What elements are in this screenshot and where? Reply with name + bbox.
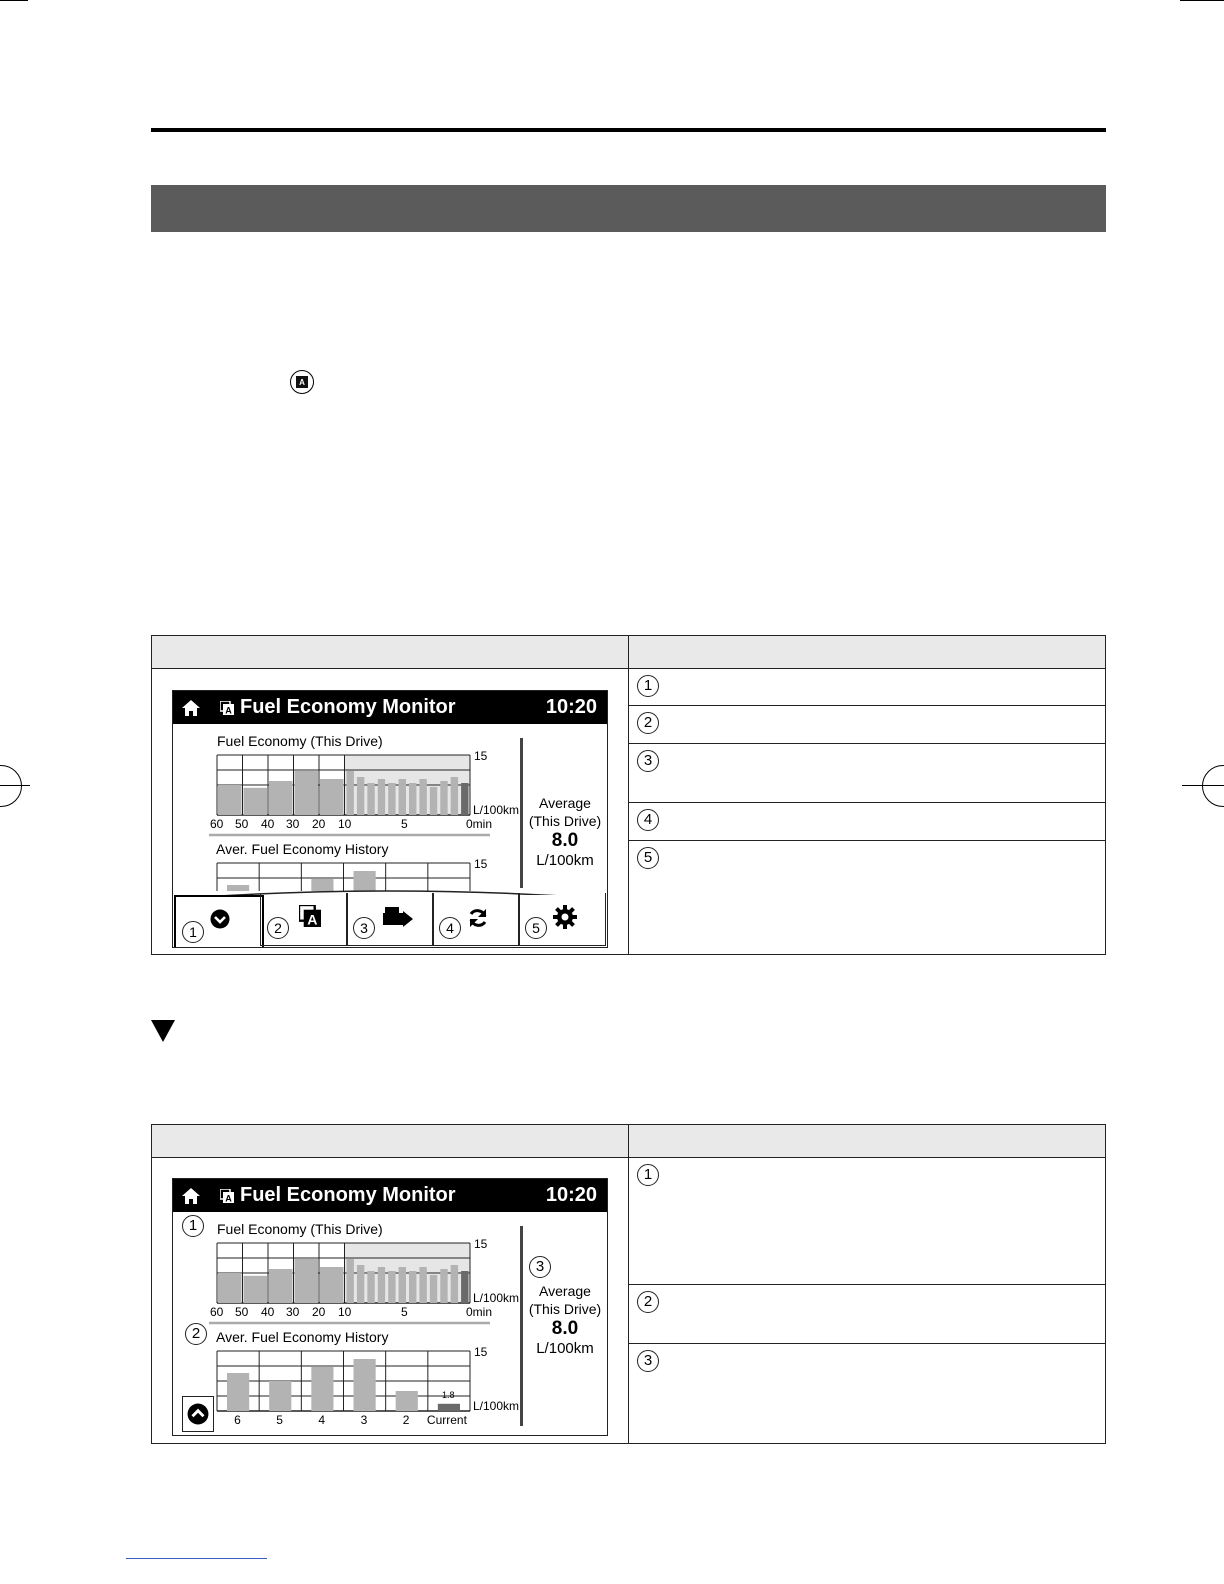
bar [244,788,268,815]
table-row: 3 [629,743,1106,803]
crop-mark [0,0,28,1]
bar [409,1271,416,1303]
current-value-label: 1.8 [442,1390,455,1400]
section-heading-bar [151,185,1106,232]
bar [451,1265,458,1303]
chevron-down-circle-icon [210,909,230,929]
x-tick-label: 30 [286,1305,300,1319]
x-tick-label: 60 [210,1305,224,1319]
bar [311,1367,333,1411]
registration-mark [0,765,22,807]
chart1-ymax: 15 [474,749,488,763]
bar [227,1373,249,1411]
toolbar-button-collapse[interactable]: 1 [174,895,264,948]
app-switch-icon [299,905,321,927]
chart1-title: Fuel Economy (This Drive) [217,1221,383,1237]
bar [388,783,395,815]
chart2-ymax: 15 [474,857,488,871]
chart2-title: Aver. Fuel Economy History [216,841,389,857]
svg-text:A: A [225,705,232,715]
clock: 10:20 [545,696,597,718]
table-header-cell [629,636,1106,669]
average-unit: L/100km [536,1340,594,1357]
bar [399,779,406,815]
average-unit: L/100km [536,852,594,869]
x-tick-label: 10 [338,817,352,831]
transfer-icon [383,907,415,929]
bar [440,781,447,815]
screen-title: Fuel Economy Monitor [240,1184,456,1206]
x-tick-label: 40 [261,1305,275,1319]
bar [388,1271,395,1303]
average-sub: (This Drive) [528,1301,602,1317]
gear-icon [553,905,577,929]
bar [218,785,242,815]
x-tick-label: 20 [312,1305,326,1319]
bar [399,1267,406,1303]
x-tick-label: 5 [276,1413,283,1427]
inline-app-switch-icon: A [290,370,314,394]
header-rule [151,128,1106,132]
bar [357,777,364,815]
table-row: 2 [629,706,1106,743]
bar [320,779,344,815]
clock: 10:20 [545,1184,597,1206]
bar [367,1271,374,1303]
callout-3: 3 [529,1256,551,1278]
average-block [523,794,607,869]
table-row: 2 [629,1285,1106,1344]
bar [269,781,293,815]
crop-mark [1182,785,1224,786]
bar [244,1276,268,1303]
display-screen-expanded [172,1178,608,1436]
chart1-ymax: 15 [474,1237,488,1251]
bar [438,1404,460,1411]
chart1 [173,691,523,891]
bar [218,1273,242,1303]
bar [320,1267,344,1303]
toolbar-button-settings[interactable]: 5 [518,893,606,946]
x-tick-label: 5 [401,1305,408,1319]
footer-link-underline [126,1558,267,1559]
crop-mark [1180,0,1224,1]
x-tick-label: Current [426,1413,467,1427]
average-label: Average [539,1283,591,1299]
x-tick-label: 5 [401,817,408,831]
bar [396,1391,418,1411]
bar [419,1267,426,1303]
bar [419,779,426,815]
chart2-unit: L/100km [473,1399,520,1413]
bar [295,1259,319,1303]
toolbar-button-transfer[interactable]: 3 [346,893,434,946]
x-tick-label: 50 [235,817,249,831]
bar [440,1269,447,1303]
x-tick-label: 40 [261,817,275,831]
bar [461,783,468,815]
average-label: Average [539,795,591,811]
screen-title: Fuel Economy Monitor [240,696,456,718]
bar [378,779,385,815]
bar [430,1275,437,1303]
x-tick-label: 0min [466,817,493,831]
svg-text:A: A [307,911,318,927]
chart1-unit: L/100km [473,803,520,817]
x-tick-label: 50 [235,1305,249,1319]
toolbar-button-app-switch[interactable]: 2 A [260,893,348,946]
bar [354,1359,376,1411]
bar [357,1265,364,1303]
x-tick-label: 2 [402,1413,410,1427]
chart2-title: Aver. Fuel Economy History [216,1329,389,1345]
table-header-cell [152,1125,629,1158]
table-header-cell [629,1125,1106,1158]
average-sub: (This Drive) [528,813,602,829]
refresh-icon [467,907,489,929]
x-tick-label: 60 [210,817,224,831]
bar [295,771,319,815]
table-row: 1 [629,669,1106,706]
callout-1: 1 [182,1215,204,1237]
callout-2: 2 [185,1323,207,1345]
bar [347,1259,354,1303]
chevron-up-circle-icon [187,1403,209,1425]
toolbar [173,891,607,947]
average-value: 8.0 [551,830,579,851]
bar [409,783,416,815]
collapse-button[interactable] [182,1396,214,1432]
bar [269,1269,293,1303]
bar [451,777,458,815]
chart1-title: Fuel Economy (This Drive) [217,733,383,749]
display-screen [172,690,608,948]
x-tick-label: 0min [466,1305,493,1319]
chart1-unit: L/100km [473,1291,520,1305]
average-block [523,1282,607,1357]
x-tick-label: 6 [234,1413,241,1427]
crop-mark [0,785,30,786]
toolbar-button-reset[interactable]: 4 [432,893,520,946]
table-row: 1 [629,1158,1106,1285]
bar [461,1271,468,1303]
bar [430,787,437,815]
table-header-cell [152,636,629,669]
bar [378,1267,385,1303]
x-tick-label: 30 [286,817,300,831]
average-value: 8.0 [551,1318,579,1339]
chart2-ymax: 15 [474,1345,488,1359]
subsection-marker [151,1020,175,1042]
table-row: 3 [629,1344,1106,1444]
x-tick-label: 4 [318,1413,326,1427]
x-tick-label: 20 [312,817,326,831]
table-row: 4 [629,803,1106,840]
x-tick-label: 3 [360,1413,368,1427]
table-row: 5 [629,840,1106,954]
registration-mark [1202,765,1224,807]
x-tick-label: 10 [338,1305,352,1319]
bar [269,1381,291,1411]
bar [347,771,354,815]
bar [367,783,374,815]
svg-text:A: A [225,1193,232,1203]
